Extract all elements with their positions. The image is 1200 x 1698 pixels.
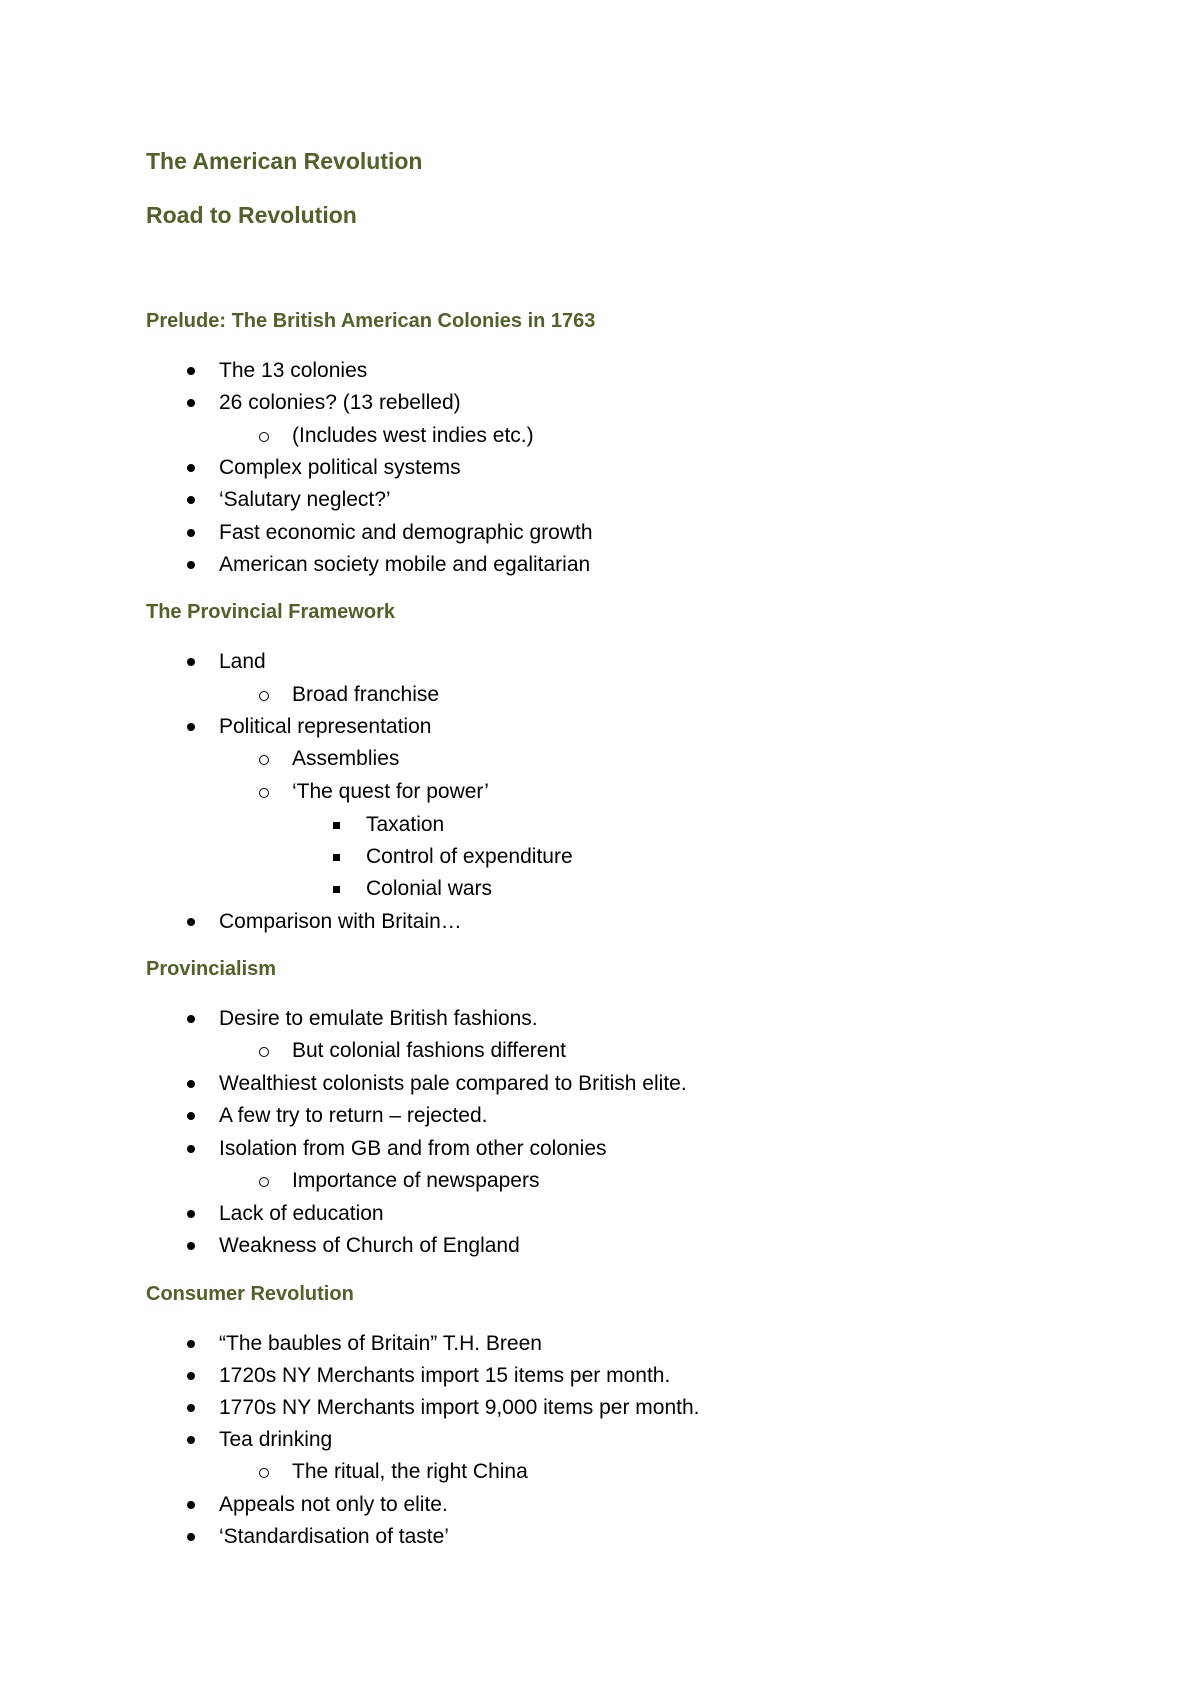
list-item: Land bbox=[219, 650, 266, 674]
square-bullet-icon bbox=[333, 854, 340, 861]
bullet-icon bbox=[187, 1015, 195, 1023]
list-item: Isolation from GB and from other colonies bbox=[219, 1137, 607, 1161]
bullet-icon bbox=[187, 1112, 195, 1120]
hollow-bullet-icon bbox=[259, 755, 269, 765]
list-item: Weakness of Church of England bbox=[219, 1234, 520, 1258]
list-item: ‘The quest for power’ bbox=[292, 780, 489, 804]
list-item: (Includes west indies etc.) bbox=[292, 424, 534, 448]
bullet-icon bbox=[187, 723, 195, 731]
document-subtitle: Road to Revolution bbox=[146, 202, 357, 228]
list-item: 1770s NY Merchants import 9,000 items per month. bbox=[219, 1396, 700, 1420]
bullet-icon bbox=[187, 658, 195, 666]
bullet-icon bbox=[187, 1501, 195, 1509]
square-bullet-icon bbox=[333, 886, 340, 893]
hollow-bullet-icon bbox=[259, 432, 269, 442]
list-item: Appeals not only to elite. bbox=[219, 1493, 448, 1517]
list-item: Comparison with Britain… bbox=[219, 910, 462, 934]
list-item: 1720s NY Merchants import 15 items per month. bbox=[219, 1364, 670, 1388]
bullet-icon bbox=[187, 399, 195, 407]
bullet-icon bbox=[187, 464, 195, 472]
list-item: Fast economic and demographic growth bbox=[219, 521, 593, 545]
list-item: But colonial fashions different bbox=[292, 1039, 566, 1063]
list-item: ‘Salutary neglect?’ bbox=[219, 488, 391, 512]
section-heading-prelude: Prelude: The British American Colonies in 1763 bbox=[146, 310, 596, 332]
hollow-bullet-icon bbox=[259, 1468, 269, 1478]
list-item: The 13 colonies bbox=[219, 359, 367, 383]
bullet-icon bbox=[187, 496, 195, 504]
hollow-bullet-icon bbox=[259, 691, 269, 701]
list-item: “The baubles of Britain” T.H. Breen bbox=[219, 1332, 542, 1356]
bullet-icon bbox=[187, 529, 195, 537]
list-item: Lack of education bbox=[219, 1202, 384, 1226]
bullet-icon bbox=[187, 367, 195, 375]
bullet-icon bbox=[187, 561, 195, 569]
bullet-icon bbox=[187, 1145, 195, 1153]
bullet-icon bbox=[187, 1404, 195, 1412]
hollow-bullet-icon bbox=[259, 788, 269, 798]
list-item: Colonial wars bbox=[366, 877, 492, 901]
list-item: American society mobile and egalitarian bbox=[219, 553, 590, 577]
hollow-bullet-icon bbox=[259, 1177, 269, 1187]
section-heading-provincial-framework: The Provincial Framework bbox=[146, 601, 395, 623]
section-heading-consumer-revolution: Consumer Revolution bbox=[146, 1283, 354, 1305]
bullet-icon bbox=[187, 1340, 195, 1348]
list-item: A few try to return – rejected. bbox=[219, 1104, 487, 1128]
list-item: Taxation bbox=[366, 813, 444, 837]
bullet-icon bbox=[187, 1436, 195, 1444]
list-item: 26 colonies? (13 rebelled) bbox=[219, 391, 461, 415]
list-item: Wealthiest colonists pale compared to British elite. bbox=[219, 1072, 687, 1096]
bullet-icon bbox=[187, 1080, 195, 1088]
list-item: Broad franchise bbox=[292, 683, 439, 707]
bullet-icon bbox=[187, 918, 195, 926]
list-item: Importance of newspapers bbox=[292, 1169, 539, 1193]
bullet-icon bbox=[187, 1372, 195, 1380]
list-item: Political representation bbox=[219, 715, 431, 739]
list-item: Control of expenditure bbox=[366, 845, 573, 869]
hollow-bullet-icon bbox=[259, 1047, 269, 1057]
list-item: Complex political systems bbox=[219, 456, 461, 480]
list-item: The ritual, the right China bbox=[292, 1460, 528, 1484]
list-item: Assemblies bbox=[292, 747, 399, 771]
list-item: Tea drinking bbox=[219, 1428, 332, 1452]
bullet-icon bbox=[187, 1242, 195, 1250]
square-bullet-icon bbox=[333, 822, 340, 829]
list-item: ‘Standardisation of taste’ bbox=[219, 1525, 449, 1549]
document-title: The American Revolution bbox=[146, 148, 423, 174]
section-heading-provincialism: Provincialism bbox=[146, 958, 277, 980]
list-item: Desire to emulate British fashions. bbox=[219, 1007, 538, 1031]
bullet-icon bbox=[187, 1533, 195, 1541]
bullet-icon bbox=[187, 1210, 195, 1218]
